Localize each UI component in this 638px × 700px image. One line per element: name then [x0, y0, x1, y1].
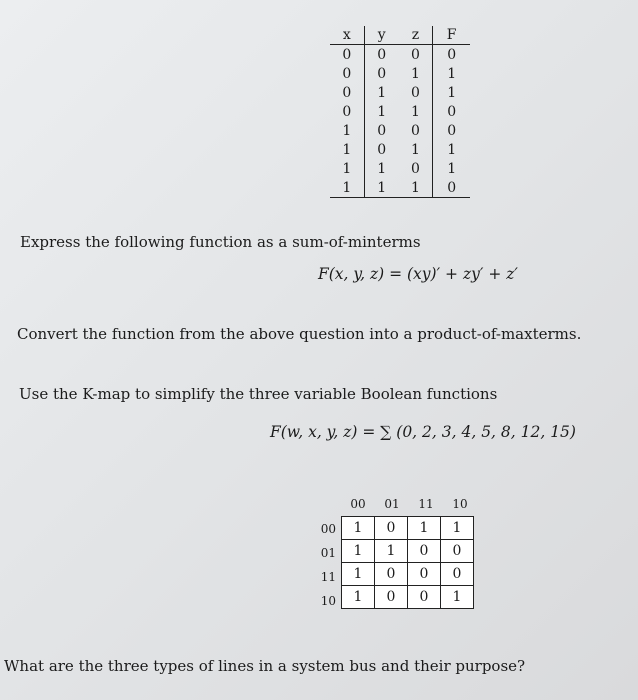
question-3-equation: F(w, x, y, z) = ∑ (0, 2, 3, 4, 5, 8, 12, 15): [270, 423, 576, 441]
truth-table-cell-x: 0: [330, 45, 364, 65]
truth-table: [330, 26, 470, 198]
truth-table-row: [330, 45, 470, 65]
kmap-column-headers: [341, 497, 477, 511]
truth-table-cell-x: 1: [330, 159, 364, 178]
header-f: F: [433, 26, 470, 45]
kmap-row-header: 10: [320, 594, 336, 608]
question-2-text: Convert the function from the above question into a product-of-maxterms.: [17, 325, 582, 343]
kmap-cell: 1: [441, 586, 474, 609]
truth-table-cell-y: 1: [377, 160, 387, 177]
kmap-row-header: 00: [320, 522, 336, 536]
kmap-row-header: 11: [320, 570, 336, 584]
truth-table-row: [330, 159, 470, 178]
kmap-col-header: 10: [452, 497, 468, 511]
truth-table-row: [330, 140, 470, 159]
kmap-grid: [341, 516, 474, 609]
question-3-text: Use the K-map to simplify the three variable Boolean functions: [19, 385, 498, 403]
truth-table-cell-f: 1: [447, 65, 457, 82]
truth-table-row: [330, 102, 470, 121]
kmap-row: [342, 563, 474, 586]
truth-table-cell-f: 0: [447, 46, 457, 63]
truth-table-cell-y: 1: [364, 178, 398, 198]
kmap-row: [342, 540, 474, 563]
truth-table-cell-y: 0: [377, 141, 387, 158]
kmap-cell: 1: [342, 517, 375, 540]
truth-table-cell-z: 1: [399, 64, 433, 83]
header-y: y: [364, 26, 398, 45]
kmap-cell: 1: [342, 586, 375, 609]
kmap-cell: 0: [441, 540, 474, 563]
truth-table-cell-y: 0: [377, 122, 387, 139]
kmap-row-header: 01: [320, 546, 336, 560]
truth-table-row: [330, 64, 470, 83]
truth-table-cell-f: 0: [447, 103, 457, 120]
question-1-equation: F(x, y, z) = (xy)′ + zy′ + z′: [318, 265, 518, 283]
kmap-col-header: 00: [350, 497, 366, 511]
truth-table-cell-x: 1: [330, 140, 364, 159]
truth-table-cell-f: 1: [447, 160, 457, 177]
truth-table-row: [330, 178, 470, 198]
question-4-text: What are the three types of lines in a system bus and their purpose?: [4, 657, 526, 675]
kmap-col-header: 11: [418, 497, 434, 511]
truth-table-header-row: [330, 26, 470, 45]
truth-table-cell-f: 1: [447, 141, 457, 158]
kmap-row: [342, 517, 474, 540]
header-x: x: [330, 26, 364, 45]
truth-table-cell-z: 1: [399, 178, 433, 198]
truth-table-cell-z: 0: [399, 121, 433, 140]
truth-table-cell-z: 0: [399, 83, 433, 102]
question-1-text: Express the following function as a sum-of-minterms: [20, 233, 421, 251]
header-z: z: [399, 26, 433, 45]
truth-table-row: [330, 83, 470, 102]
kmap-cell: 0: [408, 586, 441, 609]
truth-table-cell-z: 0: [399, 159, 433, 178]
kmap-row-headers: [308, 517, 336, 613]
truth-table-cell-x: 1: [330, 121, 364, 140]
truth-table-cell-y: 0: [377, 46, 387, 63]
truth-table-cell-f: 0: [447, 122, 457, 139]
truth-table-cell-x: 0: [330, 83, 364, 102]
truth-table-cell-z: 0: [399, 45, 433, 65]
kmap-cell: 0: [375, 586, 408, 609]
kmap-cell: 1: [408, 517, 441, 540]
kmap-row: [342, 586, 474, 609]
truth-table-cell-y: 0: [377, 65, 387, 82]
truth-table-cell-f: 1: [447, 84, 457, 101]
truth-table-cell-y: 1: [377, 103, 387, 120]
truth-table-cell-z: 1: [399, 102, 433, 121]
truth-table-cell-x: 0: [330, 102, 364, 121]
kmap-cell: 0: [441, 563, 474, 586]
truth-table-cell-f: 0: [433, 178, 470, 198]
kmap-cell: 1: [342, 563, 375, 586]
truth-table-cell-y: 1: [377, 84, 387, 101]
kmap-cell: 0: [408, 563, 441, 586]
kmap-cell: 1: [342, 540, 375, 563]
kmap-cell: 0: [408, 540, 441, 563]
kmap-cell: 1: [441, 517, 474, 540]
truth-table-cell-x: 0: [330, 64, 364, 83]
truth-table-row: [330, 121, 470, 140]
truth-table-cell-x: 1: [330, 178, 364, 198]
kmap-cell: 0: [375, 563, 408, 586]
kmap-cell: 0: [375, 517, 408, 540]
truth-table-cell-z: 1: [399, 140, 433, 159]
kmap-cell: 1: [375, 540, 408, 563]
kmap-col-header: 01: [384, 497, 400, 511]
